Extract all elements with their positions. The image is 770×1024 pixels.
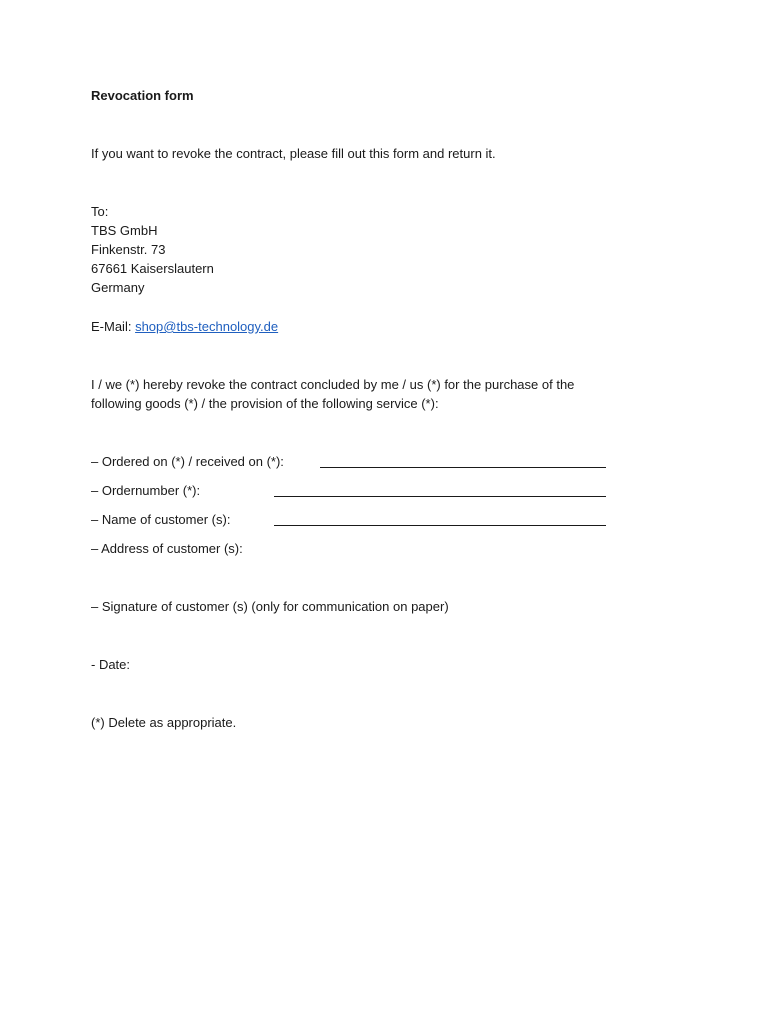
statement-line-1: I / we (*) hereby revoke the contract concluded by me / us (*) for the purchase of the <box>91 377 575 392</box>
customer-address-label: – Address of customer (s): <box>91 541 243 556</box>
ordered-on-label: – Ordered on (*) / received on (*): <box>91 454 284 469</box>
address-company: TBS GmbH <box>91 223 158 238</box>
footnote: (*) Delete as appropriate. <box>91 715 237 730</box>
intro-text: If you want to revoke the contract, please fill out this form and return it. <box>91 146 496 161</box>
address-city: 67661 Kaiserslautern <box>91 261 214 276</box>
statement-line-2: following goods (*) / the provision of the following service (*): <box>91 396 439 411</box>
form-title: Revocation form <box>91 88 194 103</box>
address-street: Finkenstr. 73 <box>91 242 166 257</box>
address-country: Germany <box>91 280 145 295</box>
customer-name-label: – Name of customer (s): <box>91 512 231 527</box>
ordered-on-input-line[interactable] <box>320 467 606 468</box>
signature-label: – Signature of customer (s) (only for communication on paper) <box>91 599 449 614</box>
email-link[interactable]: shop@tbs-technology.de <box>135 319 279 334</box>
email-label: E-Mail: <box>91 319 132 334</box>
customer-name-input-line[interactable] <box>274 525 606 526</box>
order-number-input-line[interactable] <box>274 496 606 497</box>
date-label: - Date: <box>91 657 131 672</box>
order-number-label: – Ordernumber (*): <box>91 483 201 498</box>
address-to-label: To: <box>91 204 109 219</box>
email-row <box>91 317 278 336</box>
